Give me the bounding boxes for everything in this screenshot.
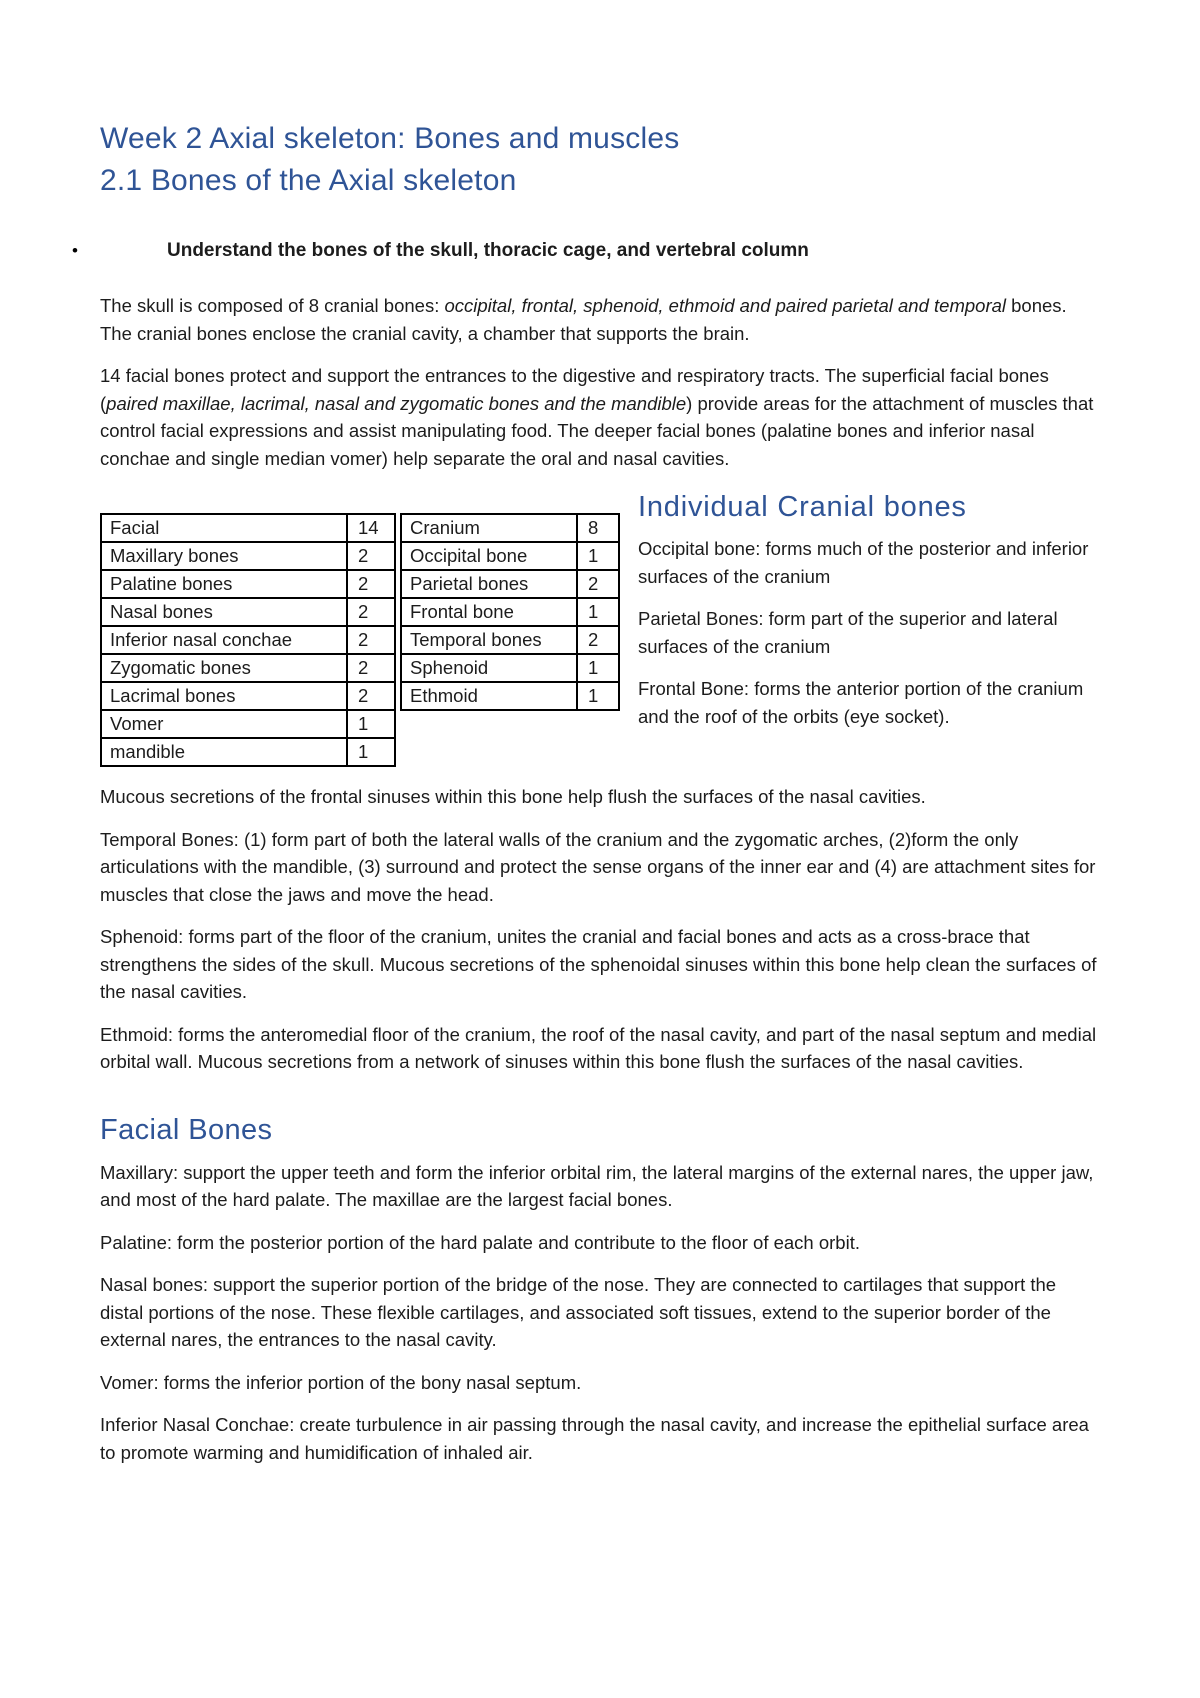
facial-count-table [100,513,396,767]
table-row [401,542,619,570]
facial-intro-run-1: 14 facial bones protect and support the entrances to the digestive and respiratory tracts. The superficial facial bones ( [100,365,1049,414]
facial-row-label: Maxillary bones [101,542,347,570]
vomer-paragraph: Vomer: forms the inferior portion of the bony nasal septum. [100,1371,582,1393]
facial-row-count: 14 [347,514,395,542]
facial-intro-paragraph [100,362,1100,472]
cranium-row-count: 1 [577,654,619,682]
table-row [401,598,619,626]
facial-row-label: Nasal bones [101,598,347,626]
facial-intro-run-italic: paired maxillae, lacrimal, nasal and zygomatic bones and the mandible [106,392,687,414]
table-row [101,654,395,682]
table-row [101,542,395,570]
cranium-row-label: Parietal bones [401,570,577,598]
facial-row-label: Inferior nasal conchae [101,626,347,654]
intro-run-italic: occipital, frontal, sphenoid, ethmoid and paired parietal and temporal [444,295,1006,316]
table-row [401,514,619,542]
table-row [401,570,619,598]
facial-row-label: Lacrimal bones [101,682,347,710]
objective-text: Understand the bones of the skull, thoracic cage, and vertebral column [167,240,809,261]
cranium-row-label: Occipital bone [401,542,577,570]
table-row [401,654,619,682]
bullet-icon: • [72,241,78,260]
facial-row-label: Facial [101,514,347,542]
facial-row-count: 2 [347,682,395,710]
facial-row-count: 1 [347,710,395,738]
temporal-paragraph: Temporal Bones: (1) form part of both the lateral walls of the cranium and the zygomatic arches, (2)form the only articulations with the mandible, (3) surround and protect the sense organs of the inner ear and (4) are attachment sites for muscles that close the jaws and move the head. [100,828,1096,905]
sphenoid-paragraph: Sphenoid: forms part of the floor of the cranium, unites the cranial and facial bones and acts as a cross-brace that strengthens the sides of the skull. Mucous secretions of the sphenoidal sinuses within this bone help clean the surfaces of the nasal cavities. [100,926,1097,1002]
table-row [101,598,395,626]
maxillary-paragraph: Maxillary: support the upper teeth and form the inferior orbital rim, the lateral margins of the external nares, the upper jaw, and most of the hard palate. The maxillae are the largest facial bones. [100,1161,1094,1210]
table-row [401,682,619,710]
ethmoid-paragraph: Ethmoid: forms the anteromedial floor of the cranium, the roof of the nasal cavity, and part of the nasal septum and medial orbital wall. Mucous secretions from a network of sinuses within this bone flush the surfaces of the nasal cavities. [100,1023,1097,1072]
facial-row-label: Zygomatic bones [101,654,347,682]
doc-title-line2: 2.1 Bones of the Axial skeleton [100,164,517,197]
facial-row-count: 2 [347,570,395,598]
facial-row-label: Palatine bones [101,570,347,598]
cranium-row-count: 2 [577,570,619,598]
facial-row-count: 2 [347,542,395,570]
cranium-row-count: 8 [577,514,619,542]
cranium-row-count: 1 [577,682,619,710]
table-row [101,738,395,766]
nasal-paragraph: Nasal bones: support the superior portion of the bridge of the nose. They are connected to cartilages that support the distal portions of the nose. These flexible cartilages, and associated soft tissues, extend to the superior border of the external nares, the entrances to the nasal cavity. [100,1274,1057,1350]
conchae-paragraph: Inferior Nasal Conchae: create turbulence in air passing through the nasal cavity, and increase the epithelial surface area to promote warming and humidification of inhaled air. [100,1414,1089,1463]
facial-row-count: 2 [347,654,395,682]
facial-row-label: mandible [101,738,347,766]
facial-bones-heading: Facial Bones [100,1113,273,1146]
intro-paragraph [100,292,1100,347]
cranium-count-table [400,513,620,711]
cranium-row-label: Frontal bone [401,598,577,626]
palatine-paragraph: Palatine: form the posterior portion of the hard palate and contribute to the floor of each orbit. [100,1231,860,1253]
table-row [101,570,395,598]
occipital-paragraph: Occipital bone: forms much of the posterior and inferior surfaces of the cranium [638,538,1089,587]
intro-run-1: The skull is composed of 8 cranial bones: [100,295,445,316]
doc-title [100,118,1100,202]
table-row [101,710,395,738]
table-row [401,626,619,654]
bone-count-tables [100,513,620,767]
cranium-row-label: Temporal bones [401,626,577,654]
cranium-row-count: 1 [577,598,619,626]
facial-row-count: 2 [347,598,395,626]
parietal-paragraph: Parietal Bones: form part of the superior and lateral surfaces of the cranium [638,608,1058,657]
frontal-paragraph-part2: Mucous secretions of the frontal sinuses within this bone help flush the surfaces of the nasal cavities. [100,786,926,807]
facial-intro-run-3: ) provide areas for the attachment of muscles that control facial expressions and assist manipulating food. The deeper facial bones (palatine bones and inferior nasal conchae and single median vomer) help separate the oral and nasal cavities. [100,392,1094,469]
facial-row-count: 1 [347,738,395,766]
cranium-row-count: 1 [577,542,619,570]
cranial-bones-heading: Individual Cranial bones [638,491,967,523]
facial-row-count: 2 [347,626,395,654]
objective-list-item [72,238,1100,264]
cranium-row-label: Sphenoid [401,654,577,682]
table-row [101,626,395,654]
facial-row-label: Vomer [101,710,347,738]
intro-run-3: bones. The cranial bones enclose the cranial cavity, a chamber that supports the brain. [100,295,1067,344]
cranium-row-count: 2 [577,626,619,654]
cranium-row-label: Ethmoid [401,682,577,710]
cranium-row-label: Cranium [401,514,577,542]
frontal-paragraph-part1: Frontal Bone: forms the anterior portion of the cranium and the roof of the orbits (eye socket). [638,678,1084,727]
table-row [101,514,395,542]
doc-title-line1: Week 2 Axial skeleton: Bones and muscles [100,122,680,155]
table-row [101,682,395,710]
